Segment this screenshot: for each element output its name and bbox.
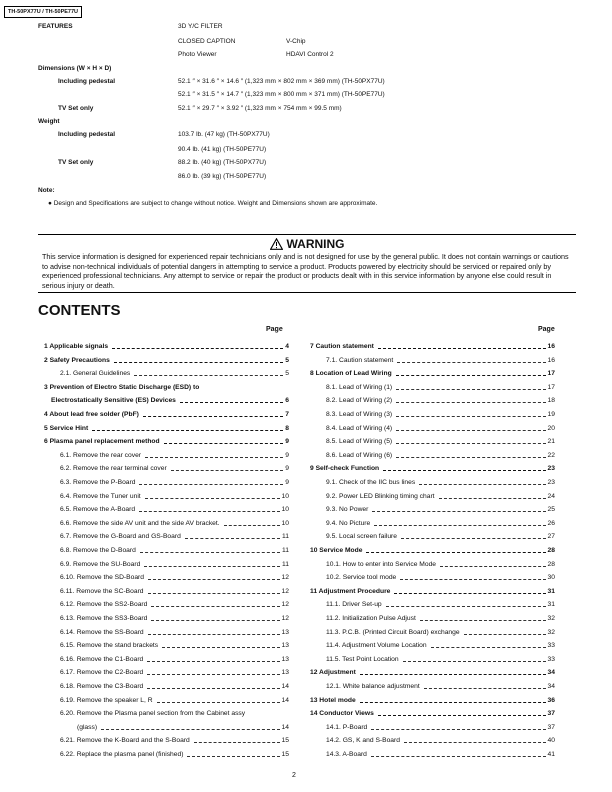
toc-entry-page: 40 [547,737,555,745]
toc-leader-dots [396,430,545,431]
feature-item: 3D Y/C FILTER [178,23,223,30]
toc-entry-page: 5 [285,370,289,378]
toc-entry[interactable] [44,383,289,392]
toc-entry-title: 9 Self-check Function [310,465,380,473]
toc-entry[interactable] [60,641,289,650]
toc-leader-dots [396,457,545,458]
toc-entry[interactable] [60,369,289,378]
toc-leader-dots [145,457,283,458]
toc-entry[interactable] [326,641,555,650]
toc-entry[interactable] [60,668,289,677]
toc-entry-title: 1 Applicable signals [44,343,109,350]
warning-title-text: WARNING [286,237,345,251]
toc-entry-title: 9.1. Check of the IIC bus lines [326,479,416,486]
toc-entry[interactable] [326,492,555,501]
page-number: 2 [292,772,296,779]
weight-label: Weight [38,118,60,125]
toc-entry[interactable] [326,736,555,745]
toc-entry-page: 14 [281,683,289,690]
toc-entry[interactable] [310,546,555,555]
toc-entry[interactable] [310,668,555,677]
toc-entry-title: 10.2. Service tool mode [326,574,397,582]
toc-entry-title: 12 Adjustment [310,669,356,677]
toc-entry-title: 6.16. Remove the C1-Board [60,655,144,663]
toc-leader-dots [440,566,546,567]
toc-entry-page: 10 [281,506,289,514]
features-label: FEATURES [38,23,73,30]
toc-entry[interactable] [326,532,555,541]
weight-tv-only-value: 88.2 lb. (40 kg) (TH-50PX77U) [178,159,267,166]
toc-entry[interactable] [60,682,289,691]
toc-entry-page: 10 [281,519,289,527]
toc-entry[interactable] [326,410,555,419]
toc-entry-page: 7 [285,411,289,418]
toc-entry[interactable] [60,478,289,487]
toc-entry-title: 9.2. Power LED Blinking timing chart [326,492,435,500]
toc-entry-title: 7 Caution statement [310,343,374,350]
toc-leader-dots [157,702,280,703]
dim-tv-only-value: 52.1 ″ × 29.7 ″ × 3.92 ″ (1,323 mm × 754 mm × 99.5 mm) [178,105,342,112]
toc-leader-dots [148,634,280,635]
toc-entry-title: 6.22. Replace the plasma panel (finished) [60,751,184,758]
weight-pedestal-label: Including pedestal [58,131,116,138]
dim-pedestal-value: 52.1 ″ × 31.5 ″ × 14.7 ″ (1,323 mm × 800 mm × 371 mm) (TH-50PE77U) [178,91,385,98]
toc-entry[interactable] [60,736,289,745]
toc-entry-title: 6.15. Remove the stand brackets [60,642,159,650]
toc-entry[interactable] [326,451,555,460]
toc-leader-dots [139,484,283,485]
toc-entry-title: 11.2. Initialization Pulse Adjust [326,615,416,622]
toc-entry-page: 23 [547,465,555,473]
toc-entry-title: 6.14. Remove the SS-Board [60,628,144,636]
warning-text: This service information is designed for experienced repair technicians only and is not designed for use by the general public. It does not contain warnings or cautions to advise non-technical individuals of potential dangers in attempting to service a product. Products powered by electricity should be serviced or repaired only by experienced professional technicians. Any attempt to service or repair the product or products dealt with in this service information by anyone else could result in serious injury or death. [42,252,569,290]
toc-entry-title: 10 Service Mode [310,547,363,554]
toc-entry-title: 7.1. Caution statement [326,356,394,364]
note-label: Note: [38,187,55,194]
toc-entry[interactable] [60,614,289,623]
toc-entry[interactable] [51,396,289,405]
toc-entry-page: 37 [547,710,555,718]
toc-leader-dots [140,552,280,553]
toc-leader-dots [180,402,283,403]
toc-entry[interactable] [326,424,555,433]
dimensions-label: Dimensions (W × H × D) [38,65,112,72]
toc-entry[interactable] [44,342,289,351]
toc-leader-dots [147,674,279,675]
toc-leader-dots [145,498,280,499]
toc-entry-title: 11.4. Adjustment Volume Location [326,642,427,650]
toc-leader-dots [374,525,545,526]
toc-entry[interactable] [60,560,289,569]
toc-entry-page: 15 [281,751,289,758]
toc-entry-title: 6.9. Remove the SU-Board [60,560,141,568]
toc-entry-page: 10 [281,492,289,500]
toc-entry[interactable] [60,709,289,718]
toc-leader-dots [114,362,283,363]
toc-entry-page: 14 [281,723,289,731]
toc-entry-title: 6.10. Remove the SD-Board [60,574,145,582]
toc-entry-page: 13 [281,642,289,650]
toc-leader-dots [134,375,283,376]
toc-entry[interactable] [326,478,555,487]
toc-leader-dots [92,430,283,431]
toc-entry[interactable] [44,410,289,419]
toc-entry-page: 20 [547,424,555,432]
toc-leader-dots [148,579,280,580]
toc-leader-dots [372,511,545,512]
toc-entry-title: 2.1. General Guidelines [60,370,131,378]
toc-entry-title: 9.5. Local screen failure [326,533,398,541]
toc-entry-title: 6.20. Remove the Plasma panel section from the Cabinet assy [60,710,246,718]
toc-entry[interactable] [326,356,555,365]
toc-entry-page: 16 [547,343,555,350]
toc-entry-page: 24 [547,492,555,500]
toc-entry-title: 13 Hotel mode [310,696,356,704]
toc-entry-page: 17 [547,370,555,378]
toc-entry-title: 12.1. White balance adjustment [326,683,420,690]
toc-entry-title: 14.2. GS, K and S-Board [326,737,400,745]
toc-entry[interactable] [326,600,555,609]
toc-entry-page: 11 [282,533,289,541]
toc-leader-dots [396,443,545,444]
toc-entry[interactable] [310,709,555,718]
toc-entry-page: 26 [547,519,555,527]
toc-entry-title: 11.3. P.C.B. (Printed Circuit Board) exchange [326,628,460,636]
toc-leader-dots [144,566,280,567]
toc-entry[interactable] [326,505,555,514]
toc-leader-dots [400,579,545,580]
toc-entry-title: 6.5. Remove the A-Board [60,506,136,514]
toc-entry-page: 23 [547,479,555,486]
toc-entry-page: 28 [547,560,555,568]
toc-entry[interactable] [60,451,289,460]
toc-entry[interactable] [44,437,289,446]
toc-entry-title: 6.8. Remove the D-Board [60,547,136,554]
feature-item: Photo Viewer [178,51,217,58]
toc-entry-page: 18 [547,397,555,405]
toc-entry-title: 14.1. P-Board [326,723,368,731]
toc-leader-dots [386,606,546,607]
toc-entry-title: 6.6. Remove the side AV unit and the side AV bracket. [60,519,220,527]
toc-leader-dots [401,538,546,539]
toc-entry[interactable] [310,369,555,378]
toc-entry-title: 8.2. Lead of Wiring (2) [326,397,393,405]
toc-leader-dots [396,389,545,390]
toc-leader-dots [224,525,280,526]
toc-entry[interactable] [44,424,289,433]
toc-entry-title: 4 About lead free solder (PbF) [44,411,139,418]
page-column-header-left: Page [266,326,283,333]
toc-entry-title: 14 Conductor Views [310,710,374,718]
toc-entry[interactable] [60,750,289,759]
toc-entry-page: 9 [285,438,289,446]
toc-entry[interactable] [60,600,289,609]
toc-leader-dots [143,416,283,417]
toc-entry[interactable] [60,587,289,596]
toc-entry-title: 9.4. No Picture [326,519,371,527]
toc-leader-dots [185,538,280,539]
toc-leader-dots [139,511,279,512]
toc-entry[interactable] [326,655,555,664]
toc-entry-title: 6.21. Remove the K-Board and the S-Board [60,737,190,745]
weight-tv-only-label: TV Set only [58,159,94,166]
toc-entry-title: 6.12. Remove the SS2-Board [60,601,148,609]
toc-leader-dots [194,742,280,743]
toc-entry-page: 13 [281,669,289,677]
toc-entry[interactable] [60,546,289,555]
toc-leader-dots [112,348,283,349]
toc-entry-page: 17 [547,383,555,391]
toc-entry-page: 9 [285,479,289,486]
toc-entry[interactable] [44,356,289,365]
toc-entry-title: 11 Adjustment Procedure [310,587,391,595]
warning-triangle-icon [270,238,283,250]
toc-entry-page: 31 [547,601,555,609]
toc-leader-dots [187,756,279,757]
toc-leader-dots [360,702,546,703]
toc-entry-page: 32 [547,628,555,636]
toc-entry-page: 12 [281,574,289,582]
toc-entry-title: 11.5. Test Point Location [326,655,399,663]
weight-tv-only-value: 86.0 lb. (39 kg) (TH-50PE77U) [178,173,267,180]
toc-entry[interactable] [326,682,555,691]
toc-entry[interactable] [60,464,289,473]
toc-entry-page: 16 [547,356,555,364]
toc-entry-title: 14.3. A-Board [326,751,367,758]
toc-leader-dots [101,729,279,730]
toc-leader-dots [404,742,546,743]
toc-entry[interactable] [60,519,289,528]
toc-entry[interactable] [326,437,555,446]
toc-entry[interactable] [60,505,289,514]
toc-entry-page: 37 [547,723,555,731]
toc-entry-page: 41 [547,751,555,758]
toc-entry-title: 8.6. Lead of Wiring (6) [326,451,393,459]
toc-entry[interactable] [310,587,555,596]
toc-entry-page: 36 [547,696,555,704]
toc-entry-title: 8.1. Lead of Wiring (1) [326,383,393,391]
toc-entry[interactable] [326,614,555,623]
toc-entry-page: 9 [285,465,289,473]
toc-entry-page: 4 [285,343,289,350]
toc-leader-dots [162,647,279,648]
contents-title: CONTENTS [38,302,121,319]
toc-leader-dots [378,348,546,349]
toc-entry-page: 8 [285,424,289,432]
dim-pedestal-value: 52.1 ″ × 31.6 ″ × 14.6 ″ (1,323 mm × 802 mm × 369 mm) (TH-50PX77U) [178,78,385,85]
toc-entry-page: 28 [547,547,555,554]
toc-leader-dots [403,661,546,662]
toc-leader-dots [464,634,546,635]
model-tag: TH-50PX77U / TH-50PE77U [4,6,82,18]
toc-entry-title: 5 Service Hint [44,424,89,432]
toc-entry-page: 6 [285,397,289,405]
toc-leader-dots [366,552,545,553]
toc-entry-page: 27 [547,533,555,541]
weight-pedestal-value: 90.4 lb. (41 kg) (TH-50PE77U) [178,146,267,153]
toc-entry-title: 6.1. Remove the rear cover [60,451,142,459]
toc-leader-dots [148,593,280,594]
toc-entry-page: 19 [547,411,555,418]
toc-entry-page: 11 [282,547,289,554]
toc-entry-page: 12 [281,615,289,622]
toc-entry[interactable] [77,723,289,732]
toc-leader-dots [371,756,546,757]
toc-leader-dots [396,402,545,403]
toc-entry-title: (glass) [77,723,98,731]
toc-leader-dots [431,647,546,648]
toc-entry[interactable] [60,655,289,664]
toc-entry-title: 6.18. Remove the C3-Board [60,683,144,690]
toc-entry[interactable] [326,396,555,405]
toc-leader-dots [164,443,284,444]
toc-entry-page: 34 [547,669,555,677]
toc-entry-title: 6.3. Remove the P-Board [60,479,136,486]
toc-leader-dots [424,688,546,689]
toc-entry-title: 6.2. Remove the rear terminal cover [60,465,167,473]
toc-entry-title: 3 Prevention of Electro Static Discharge (ESD) to [44,383,200,391]
toc-leader-dots [360,674,546,675]
toc-entry-page: 5 [285,356,289,364]
toc-entry[interactable] [60,492,289,501]
toc-entry-title: 8.3. Lead of Wiring (3) [326,411,393,418]
toc-entry-page: 32 [547,615,555,622]
toc-entry[interactable] [326,628,555,637]
toc-leader-dots [439,498,546,499]
toc-entry-title: 8.4. Lead of Wiring (4) [326,424,393,432]
toc-entry[interactable] [310,464,555,473]
toc-entry[interactable] [60,532,289,541]
warning-box [38,234,576,293]
toc-entry[interactable] [310,696,555,705]
toc-entry-page: 14 [281,696,289,704]
toc-entry-title: 6 Plasma panel replacement method [44,438,160,446]
toc-entry-page: 33 [547,642,555,650]
toc-entry[interactable] [326,573,555,582]
toc-entry-page: 30 [547,574,555,582]
toc-entry-page: 15 [281,737,289,745]
toc-leader-dots [397,362,545,363]
toc-entry-page: 33 [547,655,555,663]
toc-entry[interactable] [326,519,555,528]
toc-leader-dots [394,593,545,594]
toc-entry-title: 6.7. Remove the G-Board and GS-Board [60,533,181,541]
toc-entry-title: 8.5. Lead of Wiring (5) [326,438,393,446]
toc-entry-page: 12 [281,601,289,609]
toc-entry-page: 21 [547,438,555,446]
weight-pedestal-value: 103.7 lb. (47 kg) (TH-50PX77U) [178,131,270,138]
toc-entry[interactable] [60,628,289,637]
toc-entry-page: 25 [547,506,555,514]
toc-entry[interactable] [326,723,555,732]
toc-entry[interactable] [326,750,555,759]
dim-pedestal-label: Including pedestal [58,78,116,85]
toc-entry[interactable] [60,573,289,582]
toc-entry-title: 6.19. Remove the speaker L, R [60,696,153,704]
toc-leader-dots [383,470,545,471]
toc-entry[interactable] [310,342,555,351]
feature-item: V-Chip [286,38,306,45]
toc-leader-dots [419,484,545,485]
toc-entry-title: 10.1. How to enter into Service Mode [326,560,437,568]
note-text: ● Design and Specifications are subject to change without notice. Weight and Dimensions shown are approximate. [48,200,378,207]
toc-entry[interactable] [326,560,555,569]
toc-leader-dots [420,620,546,621]
toc-entry-title: 6.11. Remove the SC-Board [60,587,144,595]
toc-entry-title: Electrostatically Sensitive (ES) Devices [51,397,176,405]
toc-leader-dots [371,729,545,730]
toc-entry-title: 9.3. No Power [326,506,369,514]
dim-tv-only-label: TV Set only [58,105,94,112]
feature-item: CLOSED CAPTION [178,38,236,45]
toc-entry-page: 9 [285,451,289,459]
toc-entry-title: 6.4. Remove the Tuner unit [60,492,141,500]
toc-leader-dots [171,470,284,471]
toc-entry-page: 11 [282,560,289,568]
toc-leader-dots [147,661,279,662]
toc-entry-page: 12 [281,587,289,595]
toc-entry-page: 22 [547,451,555,459]
toc-leader-dots [396,416,545,417]
page-column-header-right: Page [538,326,555,333]
toc-entry-title: 6.17. Remove the C2-Board [60,669,144,677]
feature-item: HDAVI Control 2 [286,51,334,58]
toc-entry-title: 2 Safety Precautions [44,356,110,364]
toc-entry-page: 31 [547,587,555,595]
toc-entry-page: 34 [547,683,555,690]
toc-entry-page: 13 [281,655,289,663]
toc-leader-dots [147,688,279,689]
toc-entry-title: 11.1. Driver Set-up [326,601,382,609]
toc-leader-dots [151,620,279,621]
toc-leader-dots [396,375,546,376]
warning-title [38,237,576,251]
toc-entry[interactable] [326,383,555,392]
toc-entry-title: 6.13. Remove the SS3-Board [60,615,148,622]
toc-entry-page: 13 [281,628,289,636]
toc-leader-dots [378,715,546,716]
toc-entry-title: 8 Location of Lead Wiring [310,370,392,378]
toc-leader-dots [151,606,279,607]
toc-entry[interactable] [60,696,289,705]
